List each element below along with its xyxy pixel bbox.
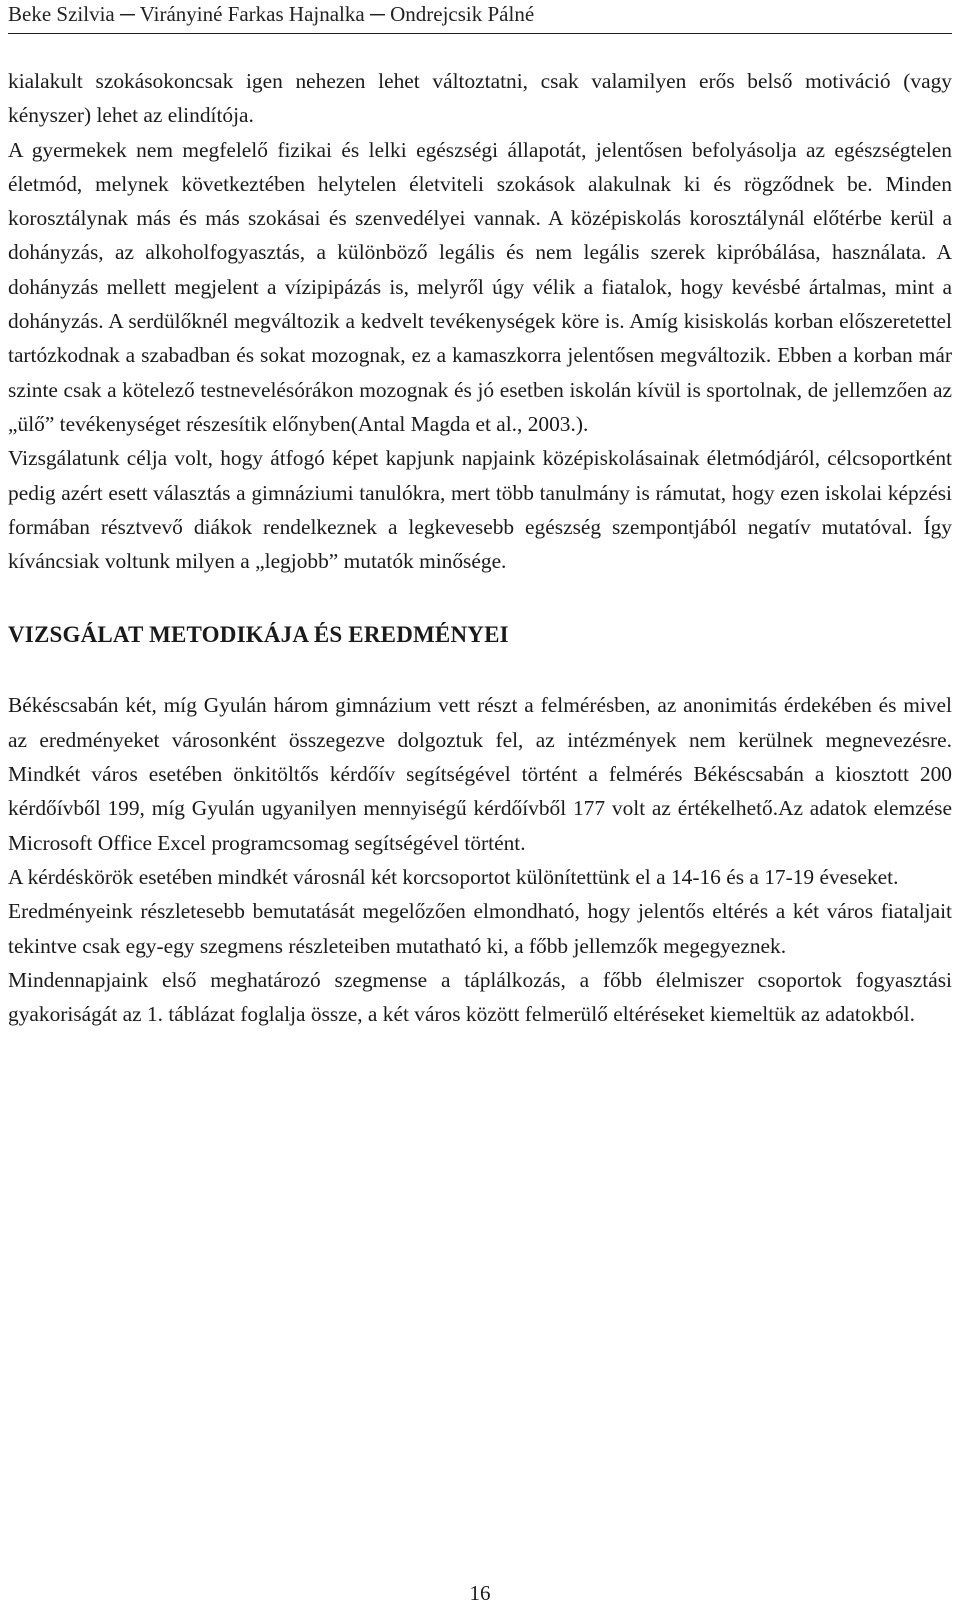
methods-paragraph-2: A kérdéskörök esetében mindkét városnál két korcsoportot különítettünk el a 14-16 és a 17-19 éveseket. bbox=[8, 864, 899, 889]
intro-paragraph-1: kialakult szokásokoncsak igen nehezen lehet változtatni, csak valamilyen erős belső motiváció (vagy kényszer) lehet az elindítója. bbox=[8, 69, 952, 128]
methods-paragraph-4: Mindennapjaink első meghatározó szegmense a táplálkozás, a főbb élelmiszer csoportok fogyasztási gyakoriságát az 1. táblázat foglalja össze, a két város között felmerülő eltéréseket kiemeltük az adatokból. bbox=[8, 967, 952, 1027]
page-number: 16 bbox=[469, 1581, 491, 1605]
running-header bbox=[8, 0, 952, 34]
section-heading: VIZSGÁLAT METODIKÁJA ÉS EREDMÉNYEI bbox=[8, 622, 509, 648]
intro-paragraph-2: A gyermekek nem megfelelő fizikai és lelki egészségi állapotát, jelentősen befolyásolja az egészségtelen életmód, melynek következtében helytelen életviteli szokások alakulnak ki és rögződnek be. Minden korosztálynak más és más szokásai és szenvedélyei vannak. A középiskolás korosztálynál előtérbe kerül a dohányzás, az alkoholfogyasztás, a különböző legális és nem legális szerek kipróbálása, használata. A dohányzás mellett megjelent a vízipipázás is, melyről úgy vélik a fiatalok, hogy kevésbé ártalmas, mint a dohányzás. A serdülőknél megváltozik a kedvelt tevékenységek köre is. Amíg kisiskolás korban előszeretettel tartózkodnak a szabadban és sokat mozognak, ez a kamaszkorra jelentősen megváltozik. Ebben a korban már szinte csak a kötelező testnevelésórákon mozognak és jó esetben iskolán kívül is sportolnak, de jellemzően az „ülő” tevékenységet részesítik előnyben(Antal Magda et al., 2003.). bbox=[8, 137, 952, 436]
methods-paragraph-1: Békéscsabán két, míg Gyulán három gimnázium vett részt a felmérésben, az anonimitás érdekében és mivel az eredményeket városonként összegezve dolgoztuk fel, az intézmények nem kerülnek megnevezésre. Mindkét város esetében önkitöltős kérdőív segítségével történt a felmérés Békéscsabán a kiosztott 200 kérdőívből 199, míg Gyulán ugyanilyen mennyiségű kérdőívből 177 volt az értékelhető.Az adatok elemzése Microsoft Office Excel programcsomag segítségével történt. bbox=[8, 693, 952, 855]
page-body bbox=[8, 64, 952, 1031]
header-authors: Beke Szilvia ─ Virányiné Farkas Hajnalka ─ Ondrejcsik Pálné bbox=[8, 2, 535, 26]
intro-paragraph-3: Vizsgálatunk célja volt, hogy átfogó képet kapjunk napjaink középiskolásainak életmódjáról, célcsoportként pedig azért esett választás a gimnáziumi tanulókra, mert több tanulmány is rámutat, hogy ezen iskolai képzési formában résztvevő diákok rendelkeznek a legkevesebb egészség szempontjából negatív mutatóval. Így kíváncsiak voltunk milyen a „legjobb” mutatók minősége. bbox=[8, 446, 952, 574]
methods-paragraph-3: Eredményeink részletesebb bemutatását megelőzően elmondható, hogy jelentős eltérés a két város fiataljait tekintve csak egy-egy szegmens részleteiben mutatható ki, a főbb jellemzők megegyeznek. bbox=[8, 899, 952, 958]
